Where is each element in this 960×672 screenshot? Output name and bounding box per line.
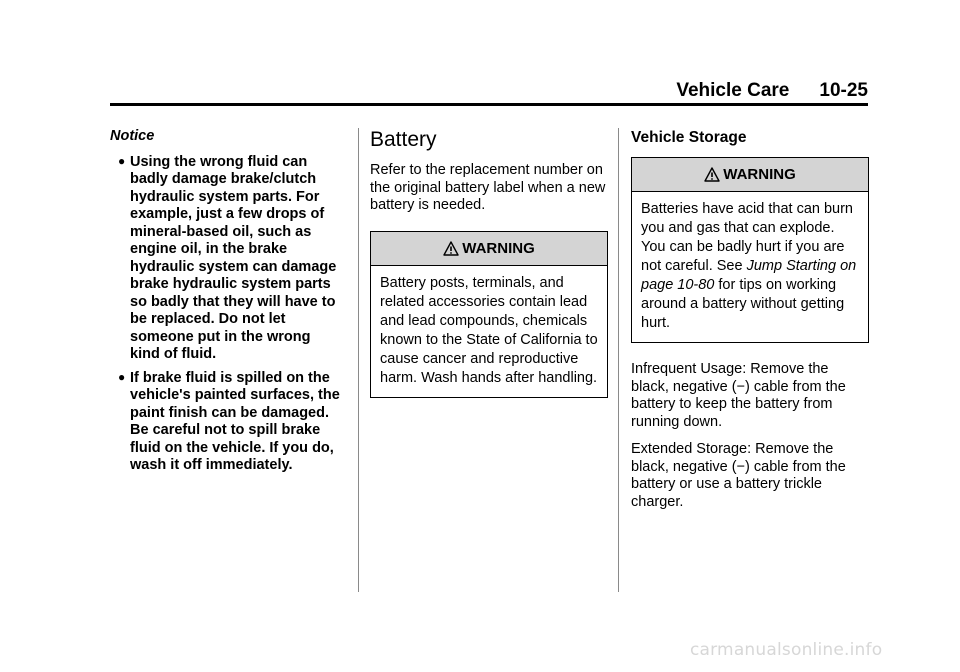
warning-text-end: for tips on working around a battery without getting hurt. (641, 277, 845, 331)
bullet-icon: ● (118, 153, 126, 168)
column-divider-2 (618, 128, 619, 592)
battery-intro: Refer to the replacement number on the original battery label when a new battery is needed. (370, 162, 606, 213)
notice-bullet-1 (110, 154, 342, 364)
warning-header (371, 232, 607, 266)
bullet-icon: ● (118, 369, 126, 384)
header-rule (110, 103, 868, 106)
warning-label: WARNING (723, 166, 796, 183)
section-title: Vehicle Care (676, 80, 790, 101)
notice-bullet-2 (110, 370, 342, 475)
warning-header (632, 158, 868, 192)
warning-triangle-icon (443, 241, 459, 256)
notice-bullet-text: Using the wrong fluid can badly damage brake/clutch hydraulic system parts. For example, just a few drops of mineral-based oil, such as engine oil, in the brake hydraulic system can damage brake hydraulic system parts so badly that they will have to be replaced. Do not let someone put in the wrong kind of fluid. (130, 153, 337, 362)
notice-list (110, 154, 342, 475)
storage-warning-box (631, 157, 869, 343)
right-column (631, 128, 869, 521)
column-divider-1 (358, 128, 359, 592)
warning-text-start: Batteries have acid that can burn you and gas that can explode. You can be badly hurt if you are not careful. See (641, 201, 853, 274)
battery-warning-box (370, 231, 608, 398)
jump-starting-link[interactable]: Jump Starting on page 10-80 (641, 258, 857, 293)
page-number: 10-25 (819, 80, 868, 101)
left-column (110, 128, 342, 481)
middle-column (370, 128, 608, 414)
infrequent-usage-paragraph: Infrequent Usage: Remove the black, negative (−) cable from the battery to keep the battery from running down. (631, 361, 846, 430)
warning-triangle-icon (704, 167, 720, 182)
notice-title: Notice (110, 128, 155, 144)
battery-heading: Battery (370, 128, 437, 151)
warning-body (632, 192, 868, 342)
extended-storage-paragraph: Extended Storage: Remove the black, negative (−) cable from the battery or use a battery trickle charger. (631, 441, 846, 510)
notice-bullet-text: If brake fluid is spilled on the vehicle's painted surfaces, the paint finish can be damaged. Be careful not to spill brake fluid on the vehicle. If you do, wash it off immediately. (130, 369, 340, 473)
warning-body: Battery posts, terminals, and related accessories contain lead and lead compounds, chemicals known to the State of California to cause cancer and reproductive harm. Wash hands after handling. (380, 274, 598, 386)
warning-label: WARNING (462, 239, 535, 257)
vehicle-storage-heading: Vehicle Storage (631, 129, 747, 146)
page-header (110, 80, 868, 102)
watermark: carmanualsonline.info (690, 640, 883, 660)
